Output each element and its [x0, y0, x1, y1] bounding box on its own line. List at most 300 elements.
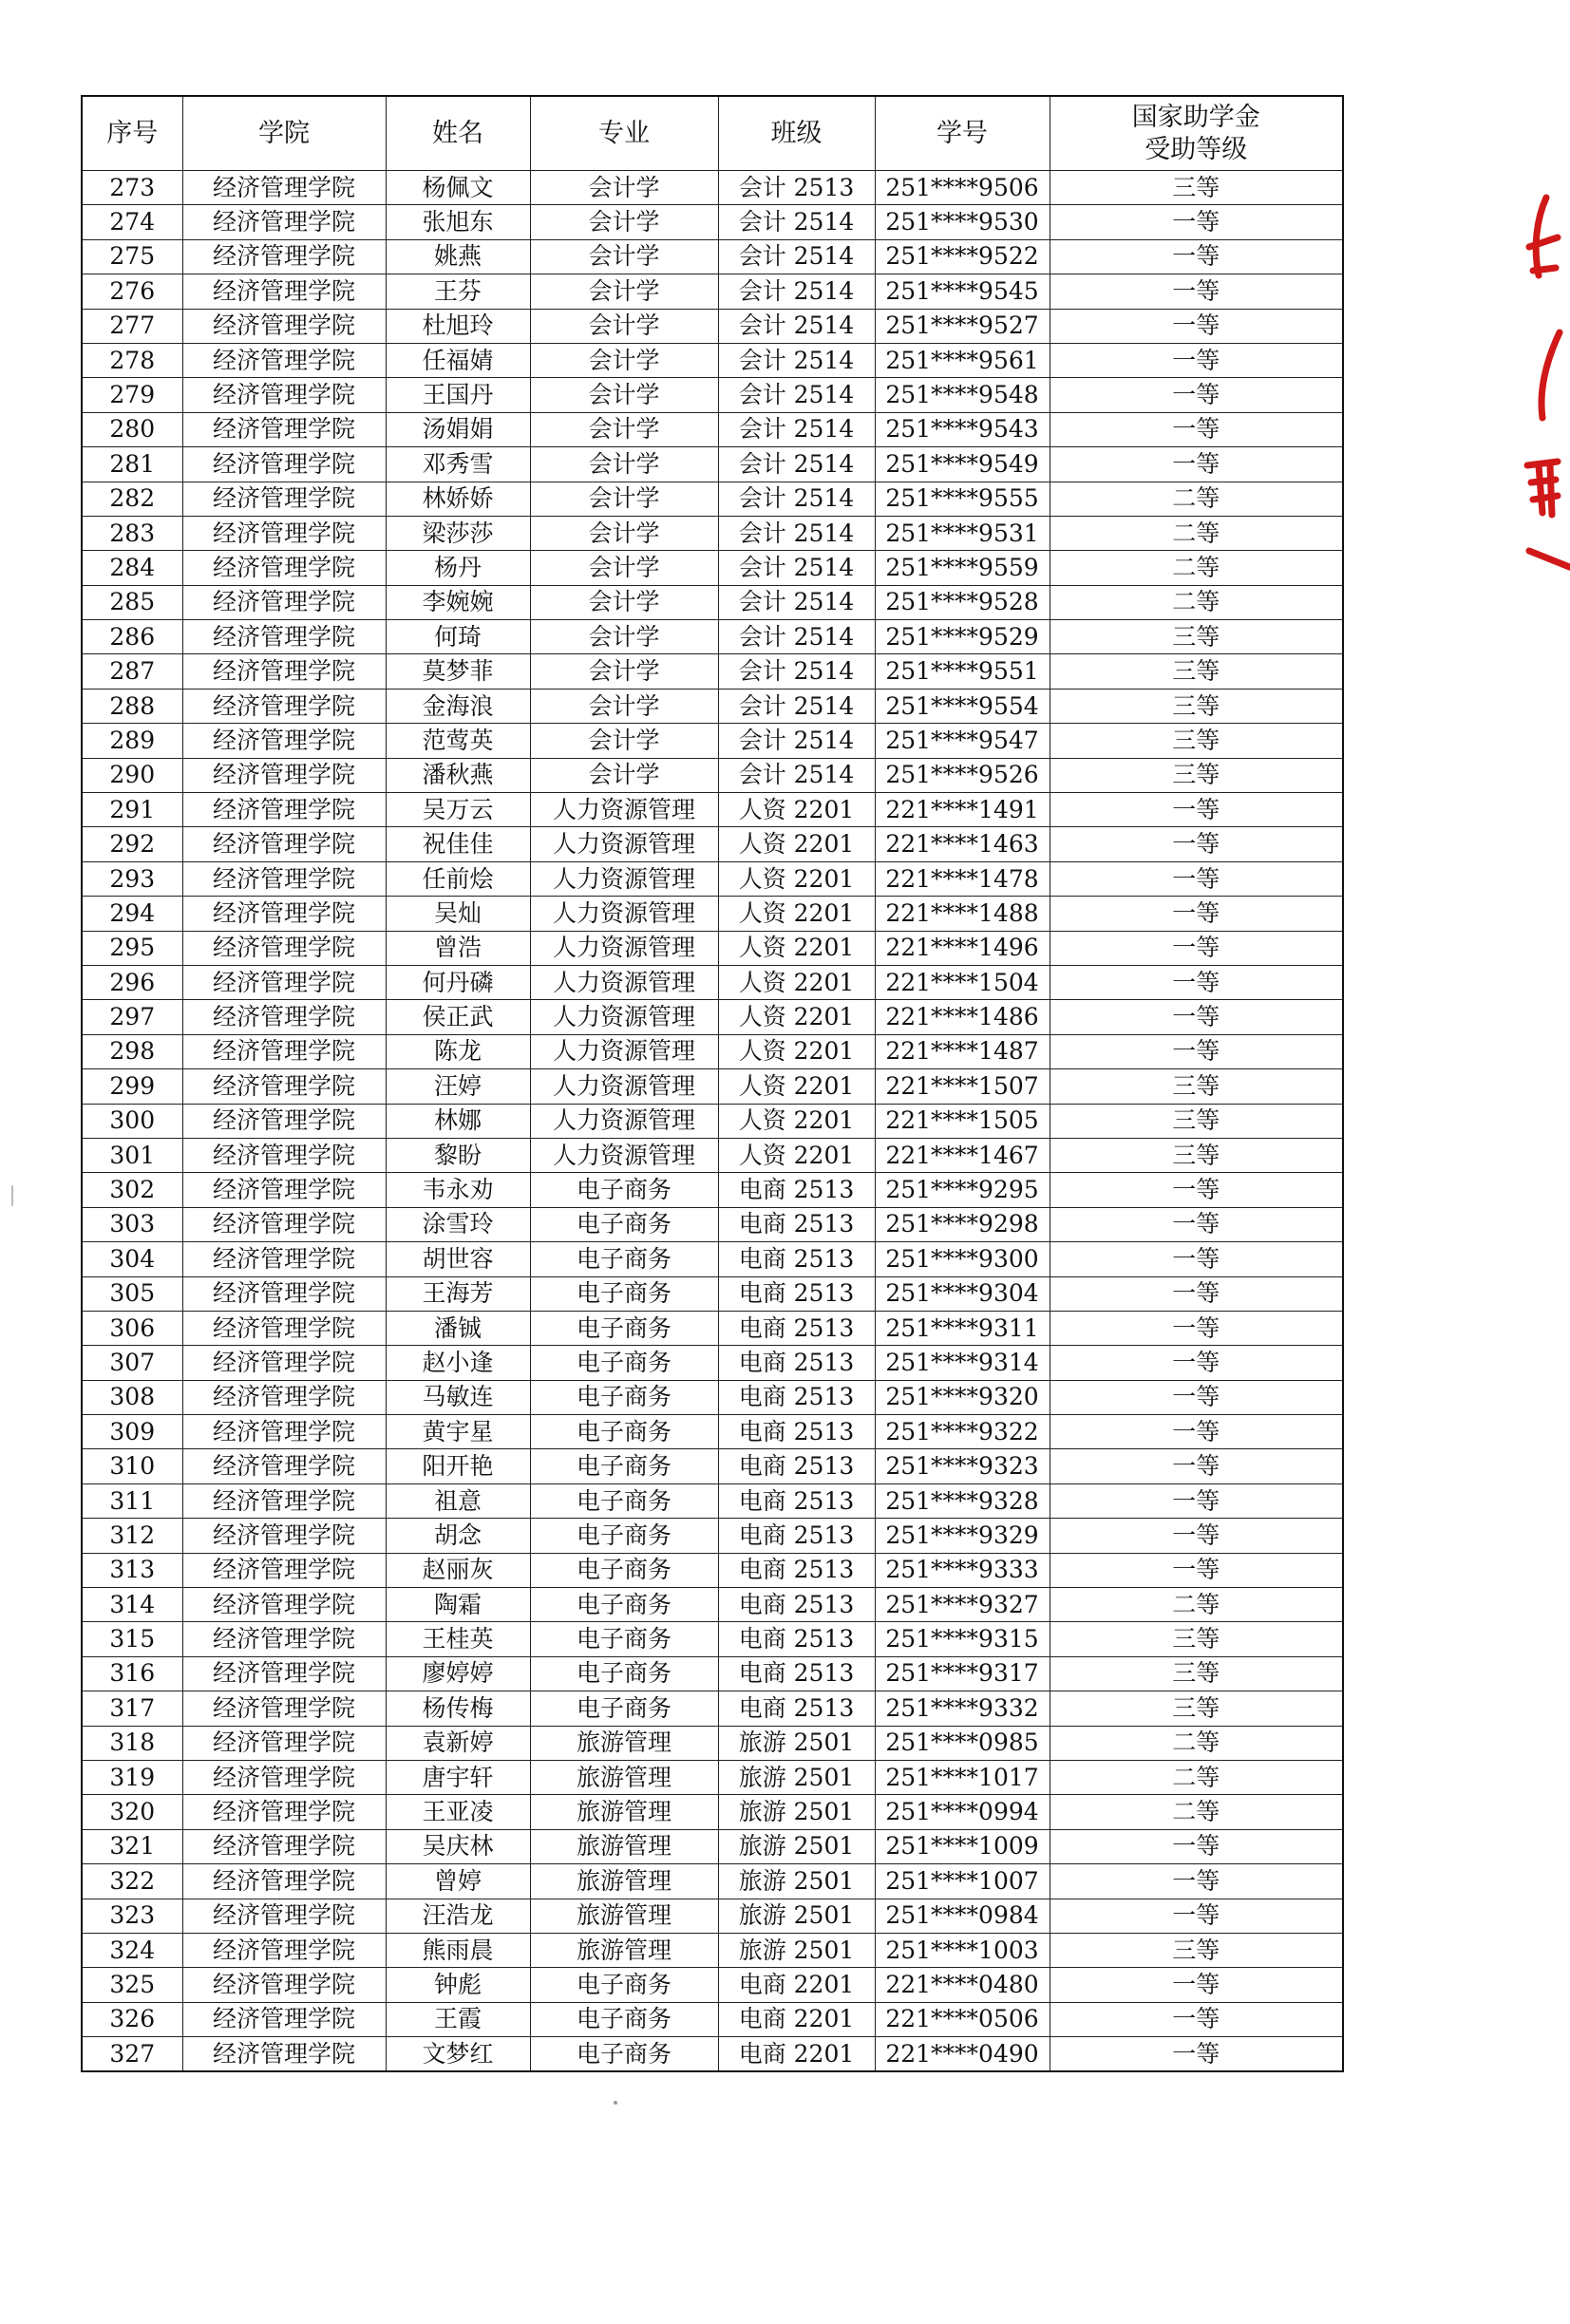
- cell-grant-grade: 一等: [1050, 1380, 1343, 1414]
- cell-major: 会计学: [530, 309, 718, 343]
- cell-grant-grade: 一等: [1050, 343, 1343, 377]
- cell-student-id: 251****9522: [875, 239, 1050, 274]
- cell-major: 人力资源管理: [530, 1000, 718, 1034]
- cell-class: 会计 2514: [718, 343, 875, 377]
- cell-college: 经济管理学院: [182, 343, 386, 377]
- cell-student-id: 251****9528: [875, 585, 1050, 619]
- cell-grant-grade: 三等: [1050, 620, 1343, 654]
- cell-grant-grade: 一等: [1050, 1276, 1343, 1311]
- table-row: [82, 654, 1343, 689]
- cell-name: 任福婧: [386, 343, 530, 377]
- cell-major: 电子商务: [530, 1449, 718, 1483]
- cell-seq: 308: [82, 1380, 182, 1414]
- table-row: [82, 1760, 1343, 1794]
- red-seal-stamp: [1501, 180, 1570, 579]
- table-row: [82, 239, 1343, 274]
- cell-class: 电商 2513: [718, 1242, 875, 1276]
- cell-name: 范莺英: [386, 724, 530, 758]
- cell-student-id: 251****9323: [875, 1449, 1050, 1483]
- cell-major: 旅游管理: [530, 1864, 718, 1899]
- cell-major: 电子商务: [530, 1968, 718, 2002]
- cell-class: 人资 2201: [718, 793, 875, 827]
- cell-major: 会计学: [530, 205, 718, 239]
- cell-major: 人力资源管理: [530, 1104, 718, 1138]
- cell-college: 经济管理学院: [182, 1449, 386, 1483]
- cell-name: 邓秀雪: [386, 447, 530, 482]
- cell-grant-grade: 一等: [1050, 827, 1343, 861]
- cell-student-id: 251****9304: [875, 1276, 1050, 1311]
- cell-seq: 312: [82, 1519, 182, 1553]
- cell-major: 电子商务: [530, 1242, 718, 1276]
- cell-name: 张旭东: [386, 205, 530, 239]
- cell-seq: 320: [82, 1795, 182, 1829]
- cell-major: 会计学: [530, 724, 718, 758]
- cell-class: 会计 2514: [718, 309, 875, 343]
- cell-college: 经济管理学院: [182, 205, 386, 239]
- header-grant-grade-line2: 受助等级: [1144, 134, 1248, 164]
- cell-grant-grade: 一等: [1050, 1449, 1343, 1483]
- cell-name: 林娇娇: [386, 482, 530, 516]
- cell-college: 经济管理学院: [182, 758, 386, 792]
- table-row: [82, 1034, 1343, 1068]
- cell-name: 韦永劝: [386, 1173, 530, 1207]
- cell-college: 经济管理学院: [182, 516, 386, 550]
- cell-college: 经济管理学院: [182, 2037, 386, 2072]
- cell-name: 赵小逢: [386, 1346, 530, 1380]
- cell-student-id: 221****1507: [875, 1069, 1050, 1104]
- cell-name: 马敏连: [386, 1380, 530, 1414]
- cell-seq: 295: [82, 931, 182, 965]
- table-row: [82, 551, 1343, 585]
- cell-college: 经济管理学院: [182, 654, 386, 689]
- cell-college: 经济管理学院: [182, 239, 386, 274]
- cell-name: 廖婷婷: [386, 1656, 530, 1691]
- cell-college: 经济管理学院: [182, 1346, 386, 1380]
- cell-seq: 296: [82, 965, 182, 999]
- cell-name: 胡念: [386, 1519, 530, 1553]
- cell-college: 经济管理学院: [182, 1899, 386, 1933]
- cell-grant-grade: 二等: [1050, 551, 1343, 585]
- cell-student-id: 251****9333: [875, 1553, 1050, 1587]
- cell-class: 人资 2201: [718, 827, 875, 861]
- cell-seq: 282: [82, 482, 182, 516]
- table-row: [82, 1311, 1343, 1345]
- cell-class: 会计 2514: [718, 758, 875, 792]
- cell-seq: 301: [82, 1138, 182, 1172]
- cell-seq: 280: [82, 412, 182, 446]
- cell-major: 会计学: [530, 585, 718, 619]
- cell-major: 电子商务: [530, 2037, 718, 2072]
- cell-grant-grade: 二等: [1050, 1760, 1343, 1794]
- cell-college: 经济管理学院: [182, 1138, 386, 1172]
- cell-college: 经济管理学院: [182, 2002, 386, 2036]
- cell-student-id: 221****0490: [875, 2037, 1050, 2072]
- cell-seq: 275: [82, 239, 182, 274]
- cell-class: 人资 2201: [718, 965, 875, 999]
- cell-major: 旅游管理: [530, 1726, 718, 1760]
- cell-grant-grade: 一等: [1050, 274, 1343, 309]
- cell-college: 经济管理学院: [182, 1968, 386, 2002]
- cell-student-id: 221****1467: [875, 1138, 1050, 1172]
- cell-college: 经济管理学院: [182, 1795, 386, 1829]
- cell-college: 经济管理学院: [182, 689, 386, 723]
- cell-name: 何琦: [386, 620, 530, 654]
- cell-class: 旅游 2501: [718, 1829, 875, 1863]
- cell-grant-grade: 一等: [1050, 309, 1343, 343]
- cell-college: 经济管理学院: [182, 861, 386, 896]
- table-row: [82, 309, 1343, 343]
- table-row: [82, 482, 1343, 516]
- cell-grant-grade: 三等: [1050, 689, 1343, 723]
- cell-name: 李婉婉: [386, 585, 530, 619]
- cell-major: 旅游管理: [530, 1829, 718, 1863]
- cell-grant-grade: 二等: [1050, 1795, 1343, 1829]
- cell-college: 经济管理学院: [182, 1726, 386, 1760]
- cell-class: 人资 2201: [718, 897, 875, 931]
- cell-college: 经济管理学院: [182, 1380, 386, 1414]
- cell-student-id: 221****1463: [875, 827, 1050, 861]
- table-row: [82, 1000, 1343, 1034]
- cell-grant-grade: 一等: [1050, 1864, 1343, 1899]
- cell-college: 经济管理学院: [182, 1276, 386, 1311]
- cell-class: 人资 2201: [718, 1104, 875, 1138]
- cell-student-id: 251****9329: [875, 1519, 1050, 1553]
- cell-college: 经济管理学院: [182, 931, 386, 965]
- table-row: [82, 931, 1343, 965]
- cell-name: 王霞: [386, 2002, 530, 2036]
- cell-college: 经济管理学院: [182, 793, 386, 827]
- cell-seq: 299: [82, 1069, 182, 1104]
- cell-student-id: 251****9554: [875, 689, 1050, 723]
- cell-seq: 323: [82, 1899, 182, 1933]
- table-row: [82, 1138, 1343, 1172]
- cell-class: 会计 2514: [718, 724, 875, 758]
- cell-major: 电子商务: [530, 2002, 718, 2036]
- scan-speck: [614, 2101, 617, 2105]
- cell-grant-grade: 一等: [1050, 1829, 1343, 1863]
- cell-grant-grade: 二等: [1050, 1588, 1343, 1622]
- cell-grant-grade: 一等: [1050, 447, 1343, 482]
- cell-student-id: 221****1486: [875, 1000, 1050, 1034]
- table-row: [82, 585, 1343, 619]
- cell-grant-grade: 一等: [1050, 793, 1343, 827]
- table-header: [82, 96, 1343, 171]
- cell-name: 吴庆林: [386, 1829, 530, 1863]
- cell-seq: 313: [82, 1553, 182, 1587]
- cell-major: 电子商务: [530, 1519, 718, 1553]
- cell-grant-grade: 三等: [1050, 1069, 1343, 1104]
- cell-grant-grade: 一等: [1050, 965, 1343, 999]
- cell-name: 汪婷: [386, 1069, 530, 1104]
- cell-college: 经济管理学院: [182, 1760, 386, 1794]
- cell-name: 曾浩: [386, 931, 530, 965]
- cell-major: 会计学: [530, 239, 718, 274]
- cell-seq: 284: [82, 551, 182, 585]
- cell-college: 经济管理学院: [182, 412, 386, 446]
- cell-name: 黄宇星: [386, 1415, 530, 1449]
- cell-grant-grade: 二等: [1050, 1726, 1343, 1760]
- table-row: [82, 274, 1343, 309]
- cell-student-id: 251****9327: [875, 1588, 1050, 1622]
- cell-grant-grade: 三等: [1050, 171, 1343, 205]
- table-row: [82, 827, 1343, 861]
- table-row: [82, 1483, 1343, 1518]
- cell-student-id: 221****1504: [875, 965, 1050, 999]
- cell-class: 旅游 2501: [718, 1899, 875, 1933]
- cell-college: 经济管理学院: [182, 378, 386, 412]
- cell-grant-grade: 一等: [1050, 1899, 1343, 1933]
- cell-student-id: 221****1505: [875, 1104, 1050, 1138]
- cell-seq: 294: [82, 897, 182, 931]
- cell-college: 经济管理学院: [182, 585, 386, 619]
- cell-student-id: 251****9547: [875, 724, 1050, 758]
- cell-class: 会计 2514: [718, 551, 875, 585]
- cell-seq: 297: [82, 1000, 182, 1034]
- cell-seq: 291: [82, 793, 182, 827]
- cell-class: 电商 2513: [718, 1276, 875, 1311]
- grant-recipient-table: [81, 95, 1344, 2072]
- table-row: [82, 412, 1343, 446]
- cell-student-id: 251****9328: [875, 1483, 1050, 1518]
- header-student-id: 学号: [875, 96, 1050, 171]
- cell-major: 会计学: [530, 343, 718, 377]
- cell-major: 电子商务: [530, 1380, 718, 1414]
- cell-seq: 273: [82, 171, 182, 205]
- table-row: [82, 343, 1343, 377]
- cell-class: 会计 2514: [718, 447, 875, 482]
- cell-grant-grade: 一等: [1050, 205, 1343, 239]
- cell-college: 经济管理学院: [182, 1483, 386, 1518]
- cell-name: 林娜: [386, 1104, 530, 1138]
- header-grant-grade: [1050, 96, 1343, 171]
- table-row: [82, 516, 1343, 550]
- cell-name: 阳开艳: [386, 1449, 530, 1483]
- table-row: [82, 447, 1343, 482]
- cell-college: 经济管理学院: [182, 1311, 386, 1345]
- table-row: [82, 620, 1343, 654]
- cell-class: 电商 2513: [718, 1553, 875, 1587]
- cell-class: 会计 2514: [718, 205, 875, 239]
- cell-student-id: 251****9300: [875, 1242, 1050, 1276]
- cell-class: 电商 2513: [718, 1449, 875, 1483]
- cell-grant-grade: 三等: [1050, 1656, 1343, 1691]
- cell-seq: 315: [82, 1622, 182, 1656]
- cell-college: 经济管理学院: [182, 965, 386, 999]
- cell-class: 电商 2513: [718, 1483, 875, 1518]
- cell-major: 电子商务: [530, 1656, 718, 1691]
- cell-college: 经济管理学院: [182, 171, 386, 205]
- cell-grant-grade: 一等: [1050, 1346, 1343, 1380]
- cell-class: 会计 2514: [718, 274, 875, 309]
- table-row: [82, 2037, 1343, 2072]
- cell-student-id: 251****0984: [875, 1899, 1050, 1933]
- cell-class: 电商 2513: [718, 1415, 875, 1449]
- header-major: 专业: [530, 96, 718, 171]
- cell-grant-grade: 一等: [1050, 1415, 1343, 1449]
- cell-name: 吴万云: [386, 793, 530, 827]
- cell-major: 人力资源管理: [530, 861, 718, 896]
- cell-name: 汪浩龙: [386, 1899, 530, 1933]
- cell-student-id: 251****9549: [875, 447, 1050, 482]
- cell-student-id: 251****9531: [875, 516, 1050, 550]
- cell-name: 侯正武: [386, 1000, 530, 1034]
- cell-college: 经济管理学院: [182, 1588, 386, 1622]
- cell-major: 旅游管理: [530, 1760, 718, 1794]
- cell-grant-grade: 一等: [1050, 931, 1343, 965]
- cell-name: 金海浪: [386, 689, 530, 723]
- table-row: [82, 1933, 1343, 1967]
- cell-class: 电商 2513: [718, 1588, 875, 1622]
- cell-name: 任前烩: [386, 861, 530, 896]
- cell-grant-grade: 二等: [1050, 585, 1343, 619]
- cell-grant-grade: 一等: [1050, 1483, 1343, 1518]
- cell-class: 会计 2513: [718, 171, 875, 205]
- cell-major: 电子商务: [530, 1346, 718, 1380]
- cell-college: 经济管理学院: [182, 309, 386, 343]
- table-row: [82, 1795, 1343, 1829]
- cell-major: 人力资源管理: [530, 1069, 718, 1104]
- cell-class: 会计 2514: [718, 654, 875, 689]
- cell-student-id: 251****9529: [875, 620, 1050, 654]
- cell-name: 胡世容: [386, 1242, 530, 1276]
- cell-student-id: 251****9561: [875, 343, 1050, 377]
- cell-grant-grade: 一等: [1050, 1173, 1343, 1207]
- cell-class: 电商 2201: [718, 2002, 875, 2036]
- cell-name: 汤娟娟: [386, 412, 530, 446]
- table-row: [82, 1622, 1343, 1656]
- cell-student-id: 251****1009: [875, 1829, 1050, 1863]
- table-row: [82, 1380, 1343, 1414]
- cell-class: 会计 2514: [718, 239, 875, 274]
- cell-student-id: 251****9298: [875, 1207, 1050, 1241]
- cell-major: 会计学: [530, 758, 718, 792]
- table-row: [82, 793, 1343, 827]
- cell-seq: 311: [82, 1483, 182, 1518]
- cell-seq: 277: [82, 309, 182, 343]
- cell-name: 潘铖: [386, 1311, 530, 1345]
- header-row: [82, 96, 1343, 171]
- cell-name: 杨佩文: [386, 171, 530, 205]
- cell-class: 人资 2201: [718, 1138, 875, 1172]
- cell-name: 姚燕: [386, 239, 530, 274]
- cell-seq: 327: [82, 2037, 182, 2072]
- cell-student-id: 251****9526: [875, 758, 1050, 792]
- cell-student-id: 251****0985: [875, 1726, 1050, 1760]
- cell-student-id: 251****9295: [875, 1173, 1050, 1207]
- cell-major: 人力资源管理: [530, 965, 718, 999]
- cell-class: 旅游 2501: [718, 1795, 875, 1829]
- header-class: 班级: [718, 96, 875, 171]
- cell-student-id: 251****9332: [875, 1691, 1050, 1726]
- table-row: [82, 689, 1343, 723]
- cell-seq: 300: [82, 1104, 182, 1138]
- header-college: 学院: [182, 96, 386, 171]
- cell-grant-grade: 一等: [1050, 861, 1343, 896]
- cell-seq: 309: [82, 1415, 182, 1449]
- table-row: [82, 724, 1343, 758]
- cell-name: 祖意: [386, 1483, 530, 1518]
- cell-major: 电子商务: [530, 1415, 718, 1449]
- cell-class: 电商 2513: [718, 1346, 875, 1380]
- cell-grant-grade: 三等: [1050, 1138, 1343, 1172]
- cell-seq: 287: [82, 654, 182, 689]
- cell-major: 旅游管理: [530, 1899, 718, 1933]
- cell-seq: 302: [82, 1173, 182, 1207]
- cell-name: 梁莎莎: [386, 516, 530, 550]
- cell-seq: 279: [82, 378, 182, 412]
- cell-seq: 326: [82, 2002, 182, 2036]
- cell-name: 文梦红: [386, 2037, 530, 2072]
- cell-grant-grade: 一等: [1050, 1207, 1343, 1241]
- cell-class: 电商 2201: [718, 2037, 875, 2072]
- cell-class: 电商 2201: [718, 1968, 875, 2002]
- cell-seq: 305: [82, 1276, 182, 1311]
- cell-major: 会计学: [530, 516, 718, 550]
- cell-seq: 285: [82, 585, 182, 619]
- cell-college: 经济管理学院: [182, 1519, 386, 1553]
- cell-class: 旅游 2501: [718, 1933, 875, 1967]
- cell-major: 电子商务: [530, 1276, 718, 1311]
- cell-college: 经济管理学院: [182, 620, 386, 654]
- table-row: [82, 897, 1343, 931]
- table-row: [82, 205, 1343, 239]
- cell-grant-grade: 一等: [1050, 2002, 1343, 2036]
- cell-name: 吴灿: [386, 897, 530, 931]
- scan-edge-mark: [11, 1185, 13, 1206]
- cell-class: 电商 2513: [718, 1519, 875, 1553]
- cell-name: 杜旭玲: [386, 309, 530, 343]
- cell-class: 会计 2514: [718, 412, 875, 446]
- cell-student-id: 251****9317: [875, 1656, 1050, 1691]
- cell-name: 熊雨晨: [386, 1933, 530, 1967]
- cell-grant-grade: 一等: [1050, 1519, 1343, 1553]
- cell-student-id: 251****9322: [875, 1415, 1050, 1449]
- table-body: [82, 171, 1343, 2072]
- cell-name: 莫梦菲: [386, 654, 530, 689]
- cell-seq: 304: [82, 1242, 182, 1276]
- table-row: [82, 1519, 1343, 1553]
- table-row: [82, 1829, 1343, 1863]
- table-row: [82, 1242, 1343, 1276]
- cell-seq: 290: [82, 758, 182, 792]
- cell-major: 会计学: [530, 171, 718, 205]
- cell-class: 人资 2201: [718, 1069, 875, 1104]
- cell-seq: 316: [82, 1656, 182, 1691]
- cell-class: 电商 2513: [718, 1311, 875, 1345]
- cell-seq: 283: [82, 516, 182, 550]
- cell-name: 王桂英: [386, 1622, 530, 1656]
- cell-seq: 298: [82, 1034, 182, 1068]
- cell-major: 电子商务: [530, 1173, 718, 1207]
- cell-student-id: 251****1003: [875, 1933, 1050, 1967]
- cell-name: 黎盼: [386, 1138, 530, 1172]
- cell-seq: 278: [82, 343, 182, 377]
- cell-student-id: 221****1488: [875, 897, 1050, 931]
- table-row: [82, 1899, 1343, 1933]
- cell-college: 经济管理学院: [182, 274, 386, 309]
- table-row: [82, 1553, 1343, 1587]
- cell-student-id: 251****9551: [875, 654, 1050, 689]
- table-row: [82, 1207, 1343, 1241]
- cell-college: 经济管理学院: [182, 1829, 386, 1863]
- cell-grant-grade: 一等: [1050, 1553, 1343, 1587]
- cell-name: 王国丹: [386, 378, 530, 412]
- cell-college: 经济管理学院: [182, 1207, 386, 1241]
- cell-major: 电子商务: [530, 1311, 718, 1345]
- cell-student-id: 251****9311: [875, 1311, 1050, 1345]
- cell-name: 王芬: [386, 274, 530, 309]
- cell-major: 电子商务: [530, 1622, 718, 1656]
